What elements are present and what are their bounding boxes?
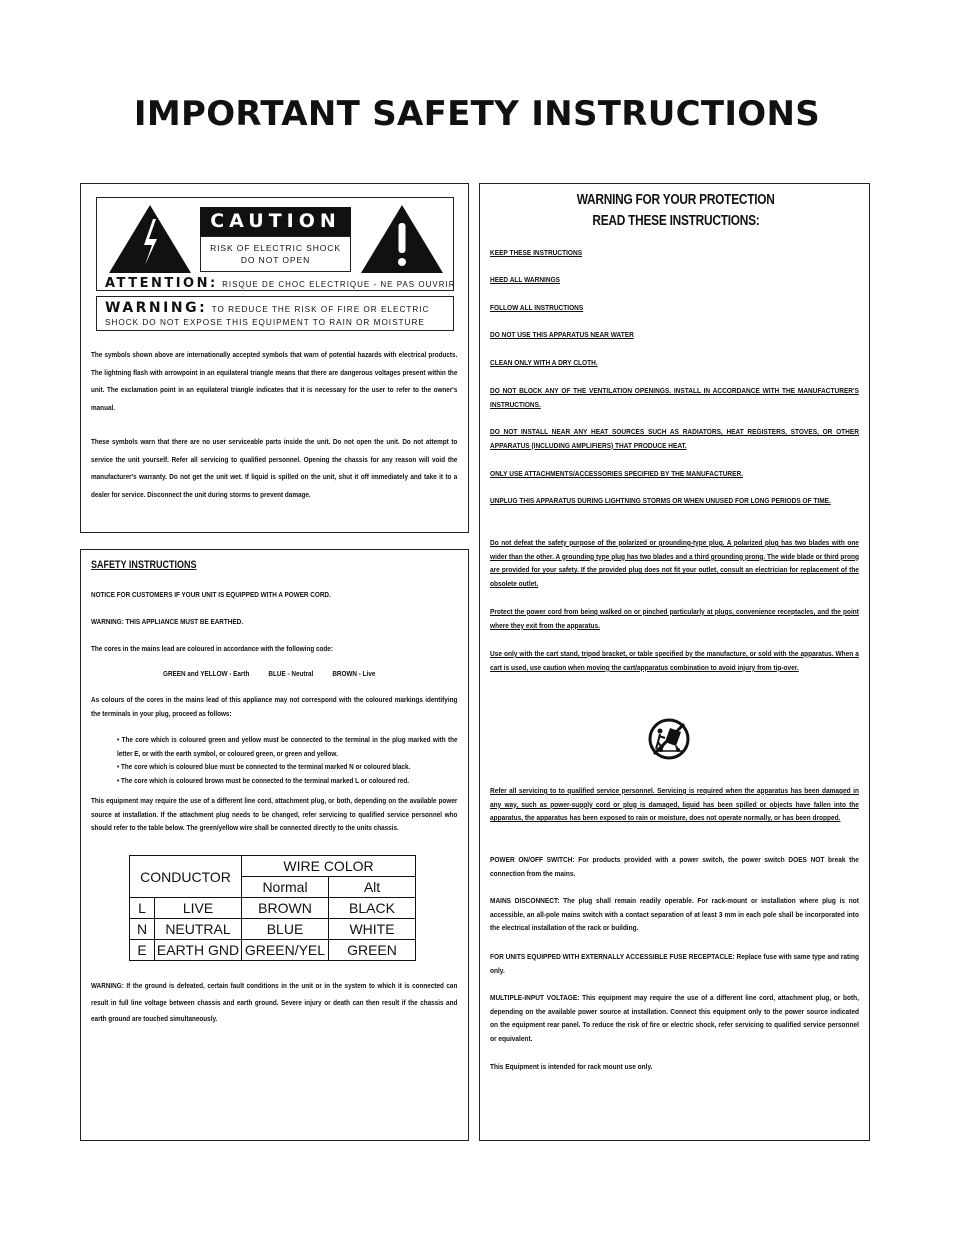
row-alt: GREEN — [329, 940, 416, 961]
row-code: N — [130, 919, 155, 940]
colours-paragraph: As colours of the cores in the mains lead of this appliance may not correspond with the coloured markings identifying the terminals in your plug, proceed as follows: — [91, 695, 458, 718]
code-earth: GREEN and YELLOW - Earth — [163, 669, 250, 678]
instruction-item: Do not defeat the safety purpose of the polarized or grounding-type plug. A polarized plug has two blades with one wider than the other. A grounding type plug has two blades and a third grounding prong. The wide blade or third prong are provided for your safety. If the provided plug does not fit your outlet, consult an electrician for replacement of the obsolete outlet. — [490, 538, 859, 589]
warning-box — [96, 296, 454, 331]
lightning-warning-icon — [107, 203, 193, 275]
wire-color-table — [129, 855, 416, 961]
instruction-item: Refer all servicing to to qualified service personnel. Servicing is required when the apparatus has been damaged in any way, such as power-supply cord or plug is damaged, liquid has been spilled or objects have fallen into the apparatus, the apparatus has been exposed to rain or moisture, does not operate normally, or has been dropped. — [490, 786, 859, 823]
row-name: EARTH GND — [155, 940, 242, 961]
caution-subtext — [200, 236, 351, 272]
note-power-switch: POWER ON/OFF SWITCH: For products provided with a power switch, the power switch DOES NOT break the connection from the mains. — [490, 855, 859, 878]
table-row — [130, 898, 416, 919]
table-row — [130, 940, 416, 961]
attention-label: ATTENTION: — [105, 276, 218, 291]
row-normal: BROWN — [242, 898, 329, 919]
instruction-item: ONLY USE ATTACHMENTS/ACCESSORIES SPECIFIED BY THE MANUFACTURER. — [490, 469, 744, 478]
instruction-item: Protect the power cord from being walked on or pinched particularly at plugs, convenience receptacles, and the point where they exit from the apparatus. — [490, 607, 859, 630]
row-name: NEUTRAL — [155, 919, 242, 940]
note-mains-disconnect: MAINS DISCONNECT: The plug shall remain readily operable. For rack-mount or installation where plug is not accessible, an all-pole mains switch with a contact separation of at least 3 mm in each pole shall be incorporated into the electrical installation of the rack or building. — [490, 896, 859, 933]
instruction-item: Use only with the cart stand, tripod bracket, or table specified by the manufacture, or sold with the apparatus. When a cart is used, use caution when moving the cart/apparatus combination to avoid injury from tip-over. — [490, 649, 859, 672]
warning-protection-panel — [479, 183, 870, 1141]
bullet-item: • The core which is coloured brown must be connected to the terminal marked L or coloured red. — [117, 775, 410, 785]
symbols-paragraph-2: These symbols warn that there are no user serviceable parts inside the unit. Do not open the unit. Do not attempt to service the unit yourself. Refer all servicing to qualified personnel. Opening the chassis for any reason will void the manufacturer's warranty. Do not get the unit wet. If liquid is spilled on the unit, shut it off immediately and take it to a dealer for service. Disconnect the unit during storms to prevent damage. — [91, 437, 458, 499]
colour-code-line — [163, 669, 375, 678]
instruction-item: UNPLUG THIS APPARATUS DURING LIGHTNING STORMS OR WHEN UNUSED FOR LONG PERIODS OF TIME. — [490, 496, 831, 505]
row-normal: BLUE — [242, 919, 329, 940]
bullet-list — [117, 733, 458, 787]
instruction-item: KEEP THESE INSTRUCTIONS — [490, 248, 583, 257]
alt-header: Alt — [329, 877, 416, 898]
table-row — [130, 919, 416, 940]
warning-heading-1-text: WARNING FOR YOUR PROTECTION — [576, 192, 775, 208]
instruction-item: DO NOT USE THIS APPARATUS NEAR WATER — [490, 330, 634, 339]
warning-line-1 — [105, 299, 429, 317]
row-code: L — [130, 898, 155, 919]
normal-header: Normal — [242, 877, 329, 898]
row-code: E — [130, 940, 155, 961]
earthed-warning: WARNING: THIS APPLIANCE MUST BE EARTHED. — [91, 617, 243, 626]
instruction-item: CLEAN ONLY WITH A DRY CLOTH. — [490, 358, 598, 367]
caution-sub-line-2: DO NOT OPEN — [240, 255, 311, 265]
exclamation-warning-icon — [359, 203, 445, 275]
ground-warning: WARNING: If the ground is defeated, certain fault conditions in the unit or in the system to which it is connected can result in full line voltage between chassis and earth ground. Severe injury or death can then result if the chassis and earth ground are touched simultaneously. — [91, 981, 458, 1023]
safety-heading: SAFETY INSTRUCTIONS — [91, 559, 197, 571]
code-neutral: BLUE - Neutral — [268, 669, 314, 678]
bullet-text: The core which is coloured blue must be connected to the terminal marked N or coloured black. — [121, 762, 411, 772]
caution-box — [96, 197, 454, 291]
row-normal: GREEN/YEL — [242, 940, 329, 961]
caution-sub-line-1: RISK OF ELECTRIC SHOCK — [210, 243, 341, 253]
bullet-text: The core which is coloured green and yellow must be connected to the terminal in the plug marked with the letter E, or with the earth symbol, or coloured green, or green and yellow. — [117, 735, 458, 758]
attention-text: RISQUE DE CHOC ELECTRIQUE - NE PAS OUVRIR — [222, 280, 456, 289]
note-rack-mount: This Equipment is intended for rack mount use only. — [490, 1062, 653, 1071]
warning-text-2: SHOCK DO NOT EXPOSE THIS EQUIPMENT TO RAIN OR MOISTURE — [105, 318, 425, 327]
note-fuse: FOR UNITS EQUIPPED WITH EXTERNALLY ACCESSIBLE FUSE RECEPTACLE: Replace fuse with same type and rating only. — [490, 952, 859, 975]
warning-heading-2-text: READ THESE INSTRUCTIONS: — [591, 213, 760, 229]
warning-heading-1 — [480, 192, 871, 208]
instruction-item: DO NOT BLOCK ANY OF THE VENTILATION OPENINGS. INSTALL IN ACCORDANCE WITH THE MANUFACTURER'S INSTRUCTIONS. — [490, 386, 859, 409]
instruction-item: DO NOT INSTALL NEAR ANY HEAT SOURCES SUCH AS RADIATORS, HEAT REGISTERS, STOVES, OR OTHER APPARATUS (INCLUDING AMPLIFIERS) THAT PRODUCE HEAT. — [490, 427, 859, 450]
note-multiple-input: MULTIPLE-INPUT VOLTAGE: This equipment may require the use of a different line cord, attachment plug, or both, depending on the available power source at installation. Connect this equipment only to the power source indicated on the equipment rear panel. To reduce the risk of fire or electric shock, refer servicing to qualified service personnel or equivalent. — [490, 993, 859, 1044]
attention-line — [105, 274, 455, 292]
bullet-item: • The core which is coloured green and yellow must be connected to the terminal in the plug marked with the letter E, or with the earth symbol, or coloured green, or green and yellow. — [117, 735, 458, 758]
symbols-paragraph-1: The symbols shown above are internationally accepted symbols that warn of potential hazards with electrical products. The lightning flash with arrowpoint in an equilateral triangle means that there are dangerous voltages present within the unit. The exclamation point in an equilateral triangle indicates that it is necessary for the user to refer to the owner's manual. — [91, 350, 458, 412]
wire-color-header: WIRE COLOR — [242, 856, 416, 877]
code-live: BROWN - Live — [332, 669, 376, 678]
instruction-item: HEED ALL WARNINGS — [490, 275, 561, 284]
instruction-item: FOLLOW ALL INSTRUCTIONS — [490, 303, 584, 312]
warning-label: WARNING: — [105, 300, 208, 316]
equipment-paragraph: This equipment may require the use of a different line cord, attachment plug, or both, depending on the available power source at installation. If the attachment plug needs to be changed, refer servicing to qualified service personnel who should refer to the table below. The green/yellow wire shall be connected directly to the units chassis. — [91, 796, 458, 833]
page-title: IMPORTANT SAFETY INSTRUCTIONS — [133, 94, 821, 134]
notice-line: NOTICE FOR CUSTOMERS IF YOUR UNIT IS EQUIPPED WITH A POWER CORD. — [91, 590, 331, 599]
symbols-panel — [80, 183, 469, 533]
conductor-header: CONDUCTOR — [130, 856, 242, 898]
row-alt: WHITE — [329, 919, 416, 940]
safety-instructions-panel — [80, 549, 469, 1141]
cores-line: The cores in the mains lead are coloured in accordance with the following code: — [91, 644, 333, 653]
warning-heading-2 — [480, 213, 871, 229]
bullet-item: • The core which is coloured blue must be connected to the terminal marked N or coloured black. — [117, 762, 411, 772]
row-alt: BLACK — [329, 898, 416, 919]
bullet-text: The core which is coloured brown must be connected to the terminal marked L or coloured red. — [121, 775, 410, 785]
caution-label: CAUTION — [200, 207, 351, 236]
cart-tip-over-warning-icon — [648, 718, 690, 760]
warning-text-1: TO REDUCE THE RISK OF FIRE OR ELECTRIC — [211, 305, 430, 314]
row-name: LIVE — [155, 898, 242, 919]
